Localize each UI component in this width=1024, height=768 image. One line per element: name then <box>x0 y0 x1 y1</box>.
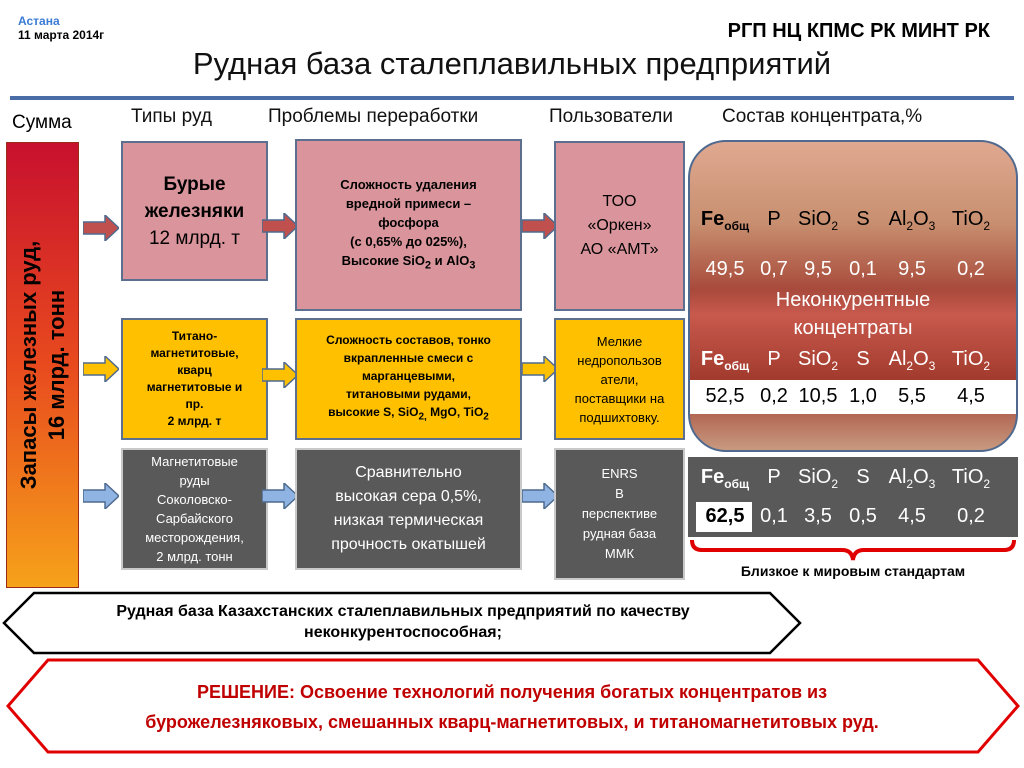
ore-line: руды <box>179 473 210 488</box>
problem-line: марганцевыми, <box>362 369 455 384</box>
problem-line: вкрапленные смеси с <box>343 351 474 366</box>
user-line: ТОО <box>602 193 637 210</box>
col-tio2: TiO$_2$ <box>951 466 991 491</box>
col-fe: $Fe_{общ}$ <box>700 466 750 491</box>
ore-line: магнетитовые и <box>146 380 243 394</box>
value-tio2: 0,2 <box>957 258 985 280</box>
problem-line: титановыми рудами, <box>345 387 471 402</box>
user-line: подшихтовку. <box>579 409 660 425</box>
user-line: рудная база <box>582 526 657 541</box>
noncompetitive-label: Неконкурентные концентраты <box>775 289 931 339</box>
composition-header-row-3 <box>692 466 998 491</box>
reserves-line-1: Запасы железных руд, <box>15 240 41 490</box>
col-al2o3: $Al_2O_3$ <box>888 466 936 491</box>
problem-line: высокие S, SiO$_{2,}$ MgO, TiO$_2$ <box>328 405 489 423</box>
users-magnetite <box>554 448 685 580</box>
col-sio2: SiO$_2$ <box>797 466 839 491</box>
problem-line: вредной примеси – <box>345 195 472 211</box>
value-s: 1,0 <box>849 385 877 407</box>
col-s: S <box>856 466 870 488</box>
col-s: S <box>856 208 870 230</box>
users-titano <box>554 318 685 440</box>
ore-line: железняки <box>144 200 245 222</box>
arrow-right-icon <box>522 213 558 239</box>
column-header-problems: Проблемы переработки <box>268 106 479 127</box>
ore-line: Титано- <box>171 329 218 343</box>
col-fe: $Fe_{общ}$ <box>700 348 750 373</box>
user-line: ММК <box>604 546 635 561</box>
col-p: P <box>767 208 781 230</box>
problem-line: высокая сера 0,5%, <box>335 488 482 505</box>
arrow-right-icon <box>522 356 558 382</box>
problem-line: (с 0,65% до 025%), <box>350 233 467 249</box>
ore-line: кварц <box>177 363 212 377</box>
value-tio2: 0,2 <box>957 505 985 527</box>
col-p: P <box>767 348 781 370</box>
value-sio2: 10,5 <box>798 385 838 407</box>
value-al2o3: 4,5 <box>898 505 926 527</box>
ore-line: магнетитовые, <box>150 346 239 360</box>
ore-line: Бурые <box>163 173 226 195</box>
slide-title: Рудная база сталеплавильных предприятий <box>192 46 832 81</box>
value-sio2: 9,5 <box>804 258 832 280</box>
column-header-sum: Сумма <box>12 112 72 133</box>
value-al2o3: 5,5 <box>898 385 926 407</box>
title-divider <box>10 96 1014 100</box>
problem-brown <box>295 139 522 311</box>
value-fe: 49,5 <box>705 258 745 280</box>
arrow-right-icon <box>83 483 119 509</box>
arrow-right-icon <box>83 356 119 382</box>
users-brown <box>554 141 685 311</box>
value-s: 0,5 <box>849 505 877 527</box>
user-line: В <box>615 486 624 501</box>
ore-line: месторождения, <box>145 530 244 545</box>
world-standard-label: Близкое к мировым стандартам <box>740 563 966 579</box>
ore-line: 2 млрд. тонн <box>156 549 233 564</box>
reserves-bar <box>6 142 79 588</box>
value-s: 0,1 <box>849 258 877 280</box>
composition-header-row-1 <box>692 208 998 233</box>
ore-line: Соколовско- <box>156 492 232 507</box>
problem-line: прочность окатышей <box>331 536 486 553</box>
arrow-right-icon <box>262 213 298 239</box>
user-line: поставщики на <box>574 390 665 406</box>
col-al2o3: $Al_2O_3$ <box>888 208 936 233</box>
problem-titano <box>295 318 522 440</box>
arrow-right-icon <box>83 215 119 241</box>
column-header-ore-types: Типы руд <box>131 106 212 127</box>
ore-type-magnetite <box>121 448 268 570</box>
conclusion-text: Рудная база Казахстанских сталеплавильных предприятий по качеству неконкурентоспособная; <box>116 603 690 641</box>
col-sio2: SiO$_2$ <box>797 348 839 373</box>
user-line: перспективе <box>581 506 658 521</box>
arrow-right-icon <box>262 362 298 388</box>
user-line: Мелкие <box>596 333 643 349</box>
value-p: 0,2 <box>760 385 788 407</box>
bracket-icon <box>688 538 1018 564</box>
problem-line: фосфора <box>378 214 439 230</box>
ore-type-brown <box>121 141 268 281</box>
problem-line: Сложность удаления <box>340 176 477 192</box>
col-s: S <box>856 348 870 370</box>
ore-line: Сарбайского <box>156 511 233 526</box>
value-fe: 52,5 <box>705 385 745 407</box>
solution-text: РЕШЕНИЕ: Освоение технологий получения богатых концентратов из бурожелезняковых, смешанных кварц-магнетитовых, и титаномагнетитовых руд. <box>145 682 879 732</box>
value-tio2: 4,5 <box>957 385 985 407</box>
reserves-line-2: 16 млрд. тонн <box>43 289 69 441</box>
ore-type-titano <box>121 318 268 440</box>
composition-values-brown <box>692 258 998 281</box>
problem-magnetite <box>295 448 522 570</box>
col-p: P <box>767 466 781 488</box>
col-sio2: SiO$_2$ <box>797 208 839 233</box>
ore-line: 2 млрд. т <box>167 414 222 428</box>
col-tio2: TiO$_2$ <box>951 208 991 233</box>
column-header-users: Пользователи <box>549 106 674 127</box>
value-sio2: 3,5 <box>804 505 832 527</box>
ore-line: 12 млрд. т <box>148 227 241 249</box>
arrow-right-icon <box>262 483 298 509</box>
value-fe: 62,5 <box>705 505 745 527</box>
organization-label: РГП НЦ КПМС РК МИНТ РК <box>727 20 990 42</box>
composition-header-row-2 <box>692 348 998 373</box>
problem-line: Высокие SiO$_2$ и AlO$_3$ <box>341 252 476 272</box>
column-header-composition: Состав концентрата,% <box>722 106 923 127</box>
ore-line: пр. <box>185 397 204 411</box>
user-line: атели, <box>600 371 639 387</box>
user-line: ENRS <box>601 466 638 481</box>
value-al2o3: 9,5 <box>898 258 926 280</box>
user-line: недропользов <box>577 352 662 368</box>
col-al2o3: $Al_2O_3$ <box>888 348 936 373</box>
problem-line: Сравнительно <box>355 464 462 481</box>
user-line: АО «АМТ» <box>580 241 659 258</box>
problem-line: низкая термическая <box>333 512 484 529</box>
problem-line: Сложность составов, тонко <box>326 333 491 348</box>
composition-values-titano <box>692 385 998 408</box>
col-tio2: TiO$_2$ <box>951 348 991 373</box>
user-line: «Оркен» <box>587 217 652 234</box>
composition-values-magnetite <box>692 505 998 528</box>
city-label: Астана <box>18 14 60 28</box>
arrow-right-icon <box>522 483 558 509</box>
date-label: 11 марта 2014г <box>18 28 105 42</box>
ore-line: Магнетитовые <box>151 454 238 469</box>
value-p: 0,1 <box>760 505 788 527</box>
col-fe: $Fe_{общ}$ <box>700 208 750 233</box>
value-p: 0,7 <box>760 258 788 280</box>
